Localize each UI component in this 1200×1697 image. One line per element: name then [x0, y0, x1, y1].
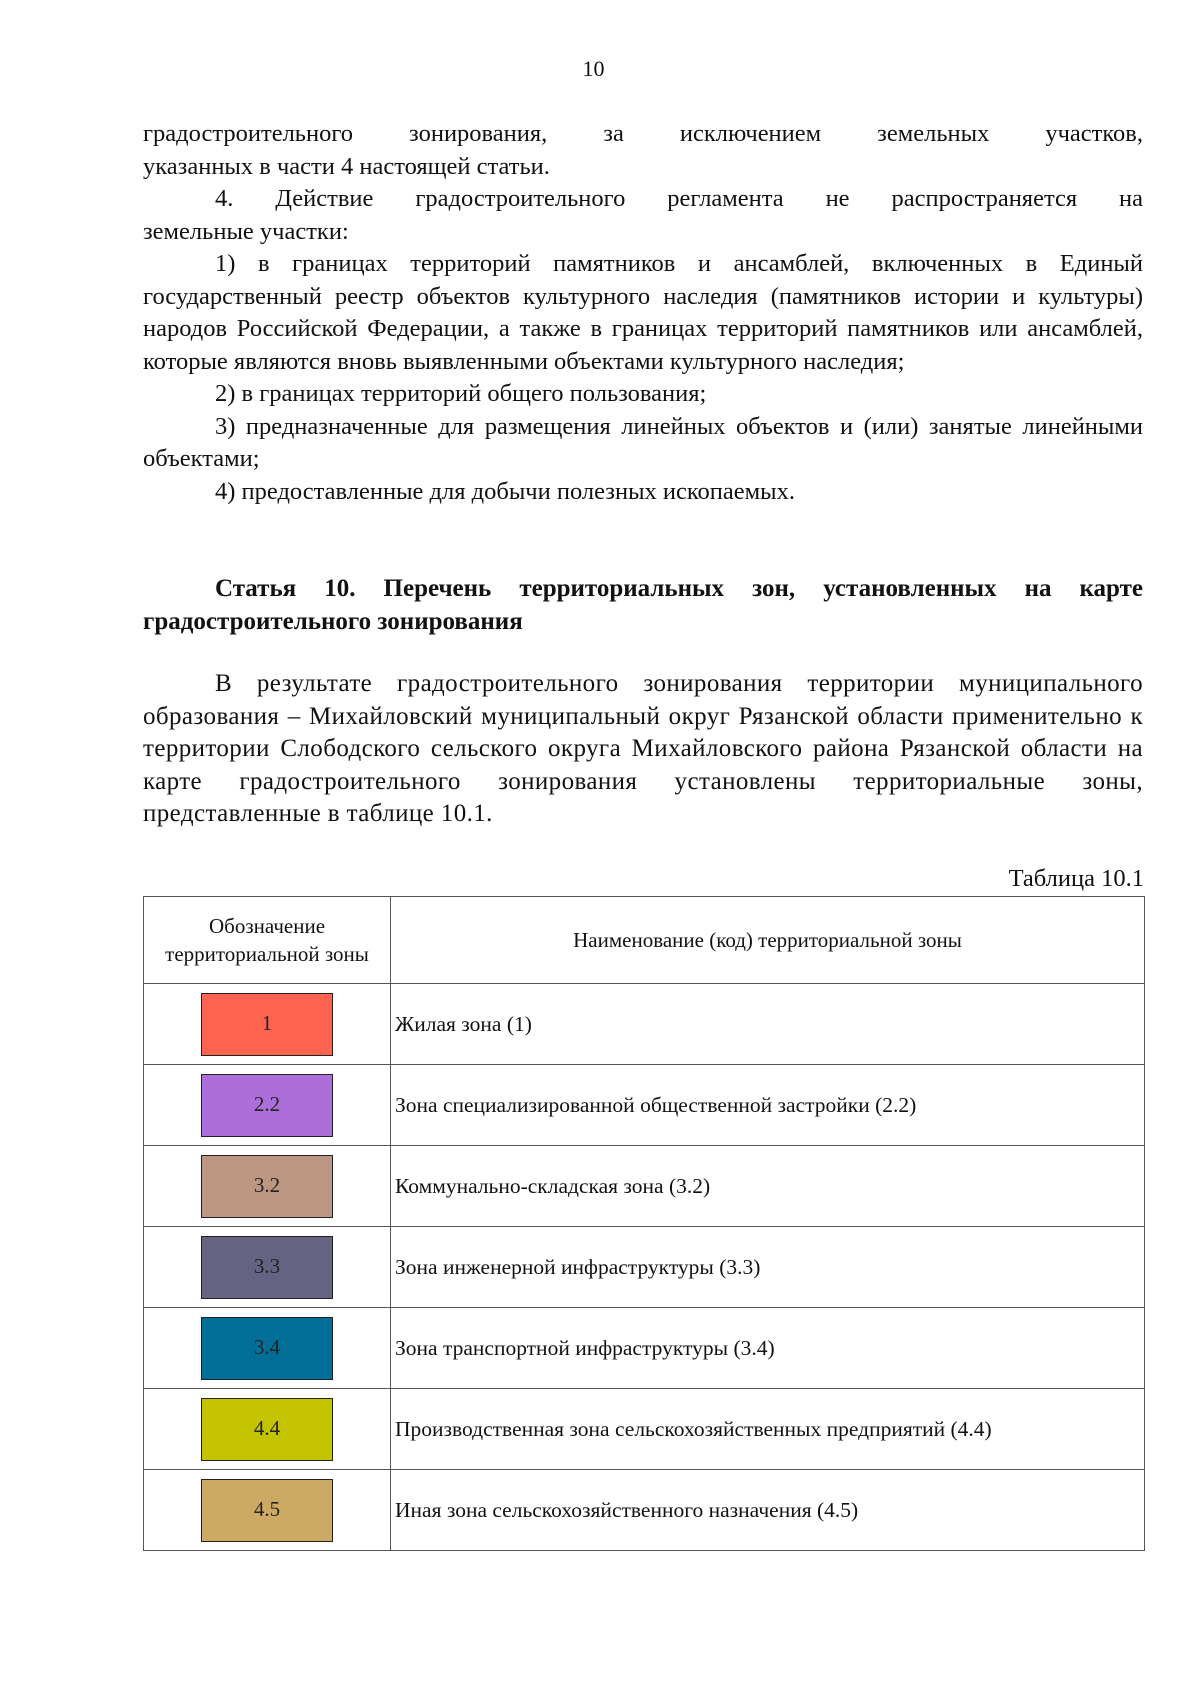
zone-name-cell: Зона специализированной общественной застройки (2.2) [391, 1065, 1145, 1146]
table-caption: Таблица 10.1 [1008, 865, 1144, 892]
zone-name-cell: Производственная зона сельскохозяйственных предприятий (4.4) [391, 1389, 1145, 1470]
zone-color-swatch: 1 [201, 993, 333, 1056]
zones-table [143, 896, 1145, 1551]
paragraph-item-4-line1: 4. Действие градостроительного регламента не распространяется на [215, 185, 1143, 212]
article-heading-line1: Статья 10. Перечень территориальных зон, установленных на карте [215, 575, 1143, 602]
header-name: Наименование (код) территориальной зоны [391, 897, 1145, 984]
paragraph-item-4-line2: земельные участки: [143, 217, 349, 245]
zone-code-cell [144, 984, 391, 1065]
header-code: Обозначение территориальной зоны [144, 897, 391, 984]
article-heading-line2: градостроительного зонирования [143, 607, 523, 635]
zone-name-cell: Иная зона сельскохозяйственного назначения (4.5) [391, 1470, 1145, 1551]
zone-code-cell [144, 1470, 391, 1551]
zone-color-swatch: 3.3 [201, 1236, 333, 1299]
zone-name-cell: Коммунально-складская зона (3.2) [391, 1146, 1145, 1227]
intro-paragraph: В результате градостроительного зонирования территории муниципального образования – Михайловский муниципальный округ Рязанской области применительно к территории Слободского сельского округа Михайловского района Рязанской области на карте градостроительного зонирования установлены территориальные зоны, представленные в таблице 10.1. [143, 670, 1143, 827]
table-row [144, 1308, 1145, 1389]
article-heading [143, 573, 1143, 638]
zone-color-swatch: 4.5 [201, 1479, 333, 1542]
list-item-2: 2) в границах территорий общего пользования; [215, 380, 707, 407]
zone-code-cell [144, 1308, 391, 1389]
zone-code-cell [144, 1146, 391, 1227]
list-item-4: 4) предоставленные для добычи полезных ископаемых. [215, 477, 795, 505]
list-item-3: 3) предназначенные для размещения линейных объектов и (или) занятые линейными объектами; [143, 412, 1143, 472]
page-number: 10 [582, 56, 605, 81]
table-row [144, 1470, 1145, 1551]
paragraph-continuation-line1: градостроительного зонирования, за исключением земельных участков, [143, 120, 1143, 147]
zone-color-swatch: 2.2 [201, 1074, 333, 1137]
table-header-row [144, 897, 1145, 984]
table-row [144, 1146, 1145, 1227]
zone-name-cell: Жилая зона (1) [391, 984, 1145, 1065]
zone-code-cell [144, 1065, 391, 1146]
zone-color-swatch: 3.2 [201, 1155, 333, 1218]
body-text [143, 118, 1143, 508]
table-row [144, 984, 1145, 1065]
zone-code-cell [144, 1227, 391, 1308]
zone-name-cell: Зона инженерной инфраструктуры (3.3) [391, 1227, 1145, 1308]
zones-table-body [144, 984, 1145, 1551]
table-row [144, 1389, 1145, 1470]
table-row [144, 1227, 1145, 1308]
zone-name-cell: Зона транспортной инфраструктуры (3.4) [391, 1308, 1145, 1389]
zone-color-swatch: 3.4 [201, 1317, 333, 1380]
table-row [144, 1065, 1145, 1146]
zone-code-cell [144, 1389, 391, 1470]
list-item-1: 1) в границах территорий памятников и ансамблей, включенных в Единый государственный реестр объектов культурного наследия (памятников истории и культуры) народов Российской Федерации, а также в границах территорий памятников или ансамблей, которые являются вновь выявленными объектами культурного наследия; [143, 250, 1143, 375]
zone-color-swatch: 4.4 [201, 1398, 333, 1461]
paragraph-continuation-line2: указанных в части 4 настоящей статьи. [143, 152, 550, 180]
